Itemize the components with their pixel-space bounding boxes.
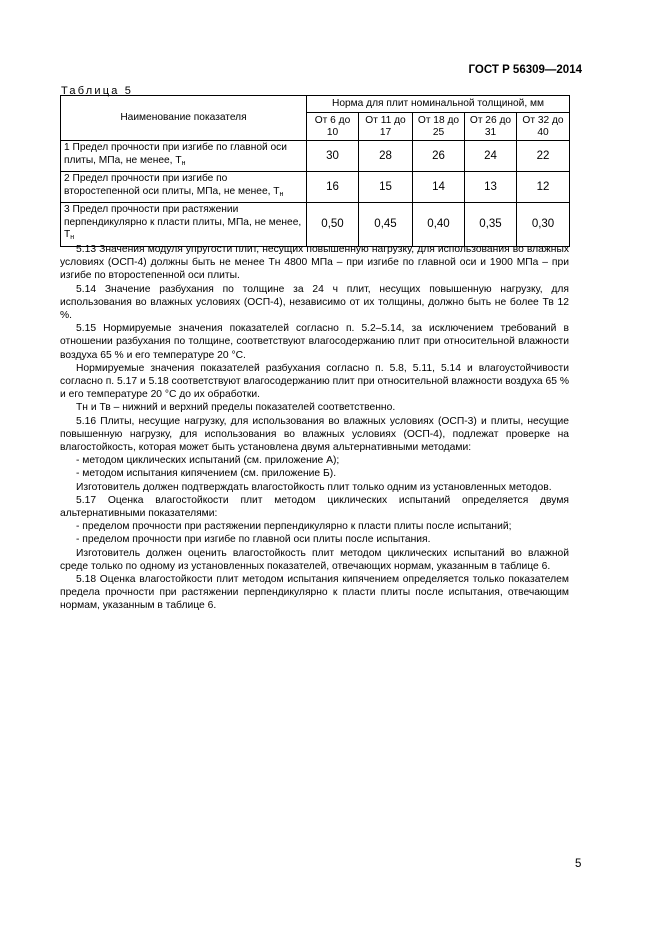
table-row <box>61 141 570 172</box>
body-text <box>60 243 569 613</box>
thickness-header: От 11 до 17 <box>359 113 413 141</box>
list-item: - методом циклических испытаний (см. приложение А); <box>76 455 340 467</box>
thickness-header: От 6 до 10 <box>307 113 359 141</box>
paragraph-limits-legend: Тн и Тв – нижний и верхний пределы показателей соответственно. <box>76 402 396 414</box>
table-row <box>61 172 570 203</box>
list-item: - пределом прочности при растяжении перпендикулярно к пласти плиты после испытаний; <box>76 521 512 533</box>
table-cell: 22 <box>517 141 570 172</box>
table-cell: 30 <box>307 141 359 172</box>
thickness-header: От 18 до 25 <box>413 113 465 141</box>
table-cell: 13 <box>465 172 517 203</box>
paragraph-5-14: 5.14 Значение разбухания по толщине за 24 ч плит, несущих повышенную нагрузку, для использования во влажных условиях (ОСП-4), независимо от их толщины, должно быть не более Тв 12 %. <box>60 283 569 322</box>
table-row <box>61 203 570 247</box>
paragraph-5-15: 5.15 Нормируемые значения показателей согласно п. 5.2–5.14, за исключением требований в отношении разбухания по толщине, соответствуют влагосодержанию плит при относительной влажности воздуха 65 % и его температуре 20 °С. <box>60 323 569 361</box>
table-cell: 16 <box>307 172 359 203</box>
table-cell: 26 <box>413 141 465 172</box>
table-cell: 15 <box>359 172 413 203</box>
row-label: 1 Предел прочности при изгибе по главной оси плиты, МПа, не менее, $Т_н$ <box>61 141 307 172</box>
paragraph-5-16: 5.16 Плиты, несущие нагрузку, для использования во влажных условиях (ОСП-3) и плиты, несущие повышенную нагрузку, для использования во влажных условиях (ОСП-4), подлежат проверке на влагостойкость, которая может быть установлена двумя альтернативными методами: <box>60 415 569 454</box>
thickness-header: От 32 до 40 <box>517 113 570 141</box>
table-cell: 28 <box>359 141 413 172</box>
row-label: 2 Предел прочности при изгибе по второстепенной оси плиты, МПа, не менее, $Т_н$ <box>61 172 307 203</box>
document-code: ГОСТ Р 56309—2014 <box>468 64 582 76</box>
specification-table <box>60 95 570 247</box>
table-cell: 24 <box>465 141 517 172</box>
column-group-header: Норма для плит номинальной толщиной, мм <box>307 96 570 113</box>
paragraph-5-17: 5.17 Оценка влагостойкости плит методом циклических испытаний определяется двумя альтернативными показателями: <box>60 494 569 520</box>
paragraph-5-18: 5.18 Оценка влагостойкости плит методом испытания кипячением определяется только показателем предела прочности при растяжении перпендикулярно к пласти плиты после испытания, отвечающим нормам, указанным в таблице 6. <box>60 574 569 612</box>
page-number: 5 <box>575 858 582 870</box>
thickness-header: От 26 до 31 <box>465 113 517 141</box>
table-cell: 0,30 <box>517 203 570 247</box>
paragraph-manufacturer-note: Изготовитель должен подтверждать влагостойкость плит только одним из установленных методов. <box>76 481 552 493</box>
table-cell: 0,45 <box>359 203 413 247</box>
paragraph-manufacturer-cyclic: Изготовитель должен оценить влагостойкость плит методом циклических испытаний во влажной среде только по одному из установленных показателей, отвечающих нормам, указанным в таблице 6. <box>60 547 569 572</box>
table-cell: 0,50 <box>307 203 359 247</box>
row-label: 3 Предел прочности при растяжении перпендикулярно к пласти плиты, МПа, не менее, $Т_н$ <box>61 203 307 247</box>
table-cell: 14 <box>413 172 465 203</box>
table-cell: 12 <box>517 172 570 203</box>
table-cell: 0,40 <box>413 203 465 247</box>
table-caption: Таблица 5 <box>61 85 134 97</box>
paragraph-swelling-note: Нормируемые значения показателей разбухания согласно п. 5.8, 5.11, 5.14 и влагоустойчивости согласно п. 5.17 и 5.18 соответствуют влагосодержанию плит при относительной влажности воздуха 65 % и его температуре 20 °С до их обработки. <box>60 362 569 401</box>
paragraph-5-13: 5.13 Значения модуля упругости плит, несущих повышенную нагрузку, для использования во влажных условиях (ОСП-4) должны быть не менее Тн 4800 МПа – при изгибе по главной оси и 1900 МПа – при изгибе по второстепенной оси плиты. <box>60 244 569 282</box>
column-header-indicator: Наименование показателя <box>61 96 307 141</box>
list-item: - пределом прочности при изгибе по главной оси плиты после испытания. <box>76 534 431 546</box>
table-cell: 0,35 <box>465 203 517 247</box>
list-item: - методом испытания кипячением (см. приложение Б). <box>76 468 337 480</box>
